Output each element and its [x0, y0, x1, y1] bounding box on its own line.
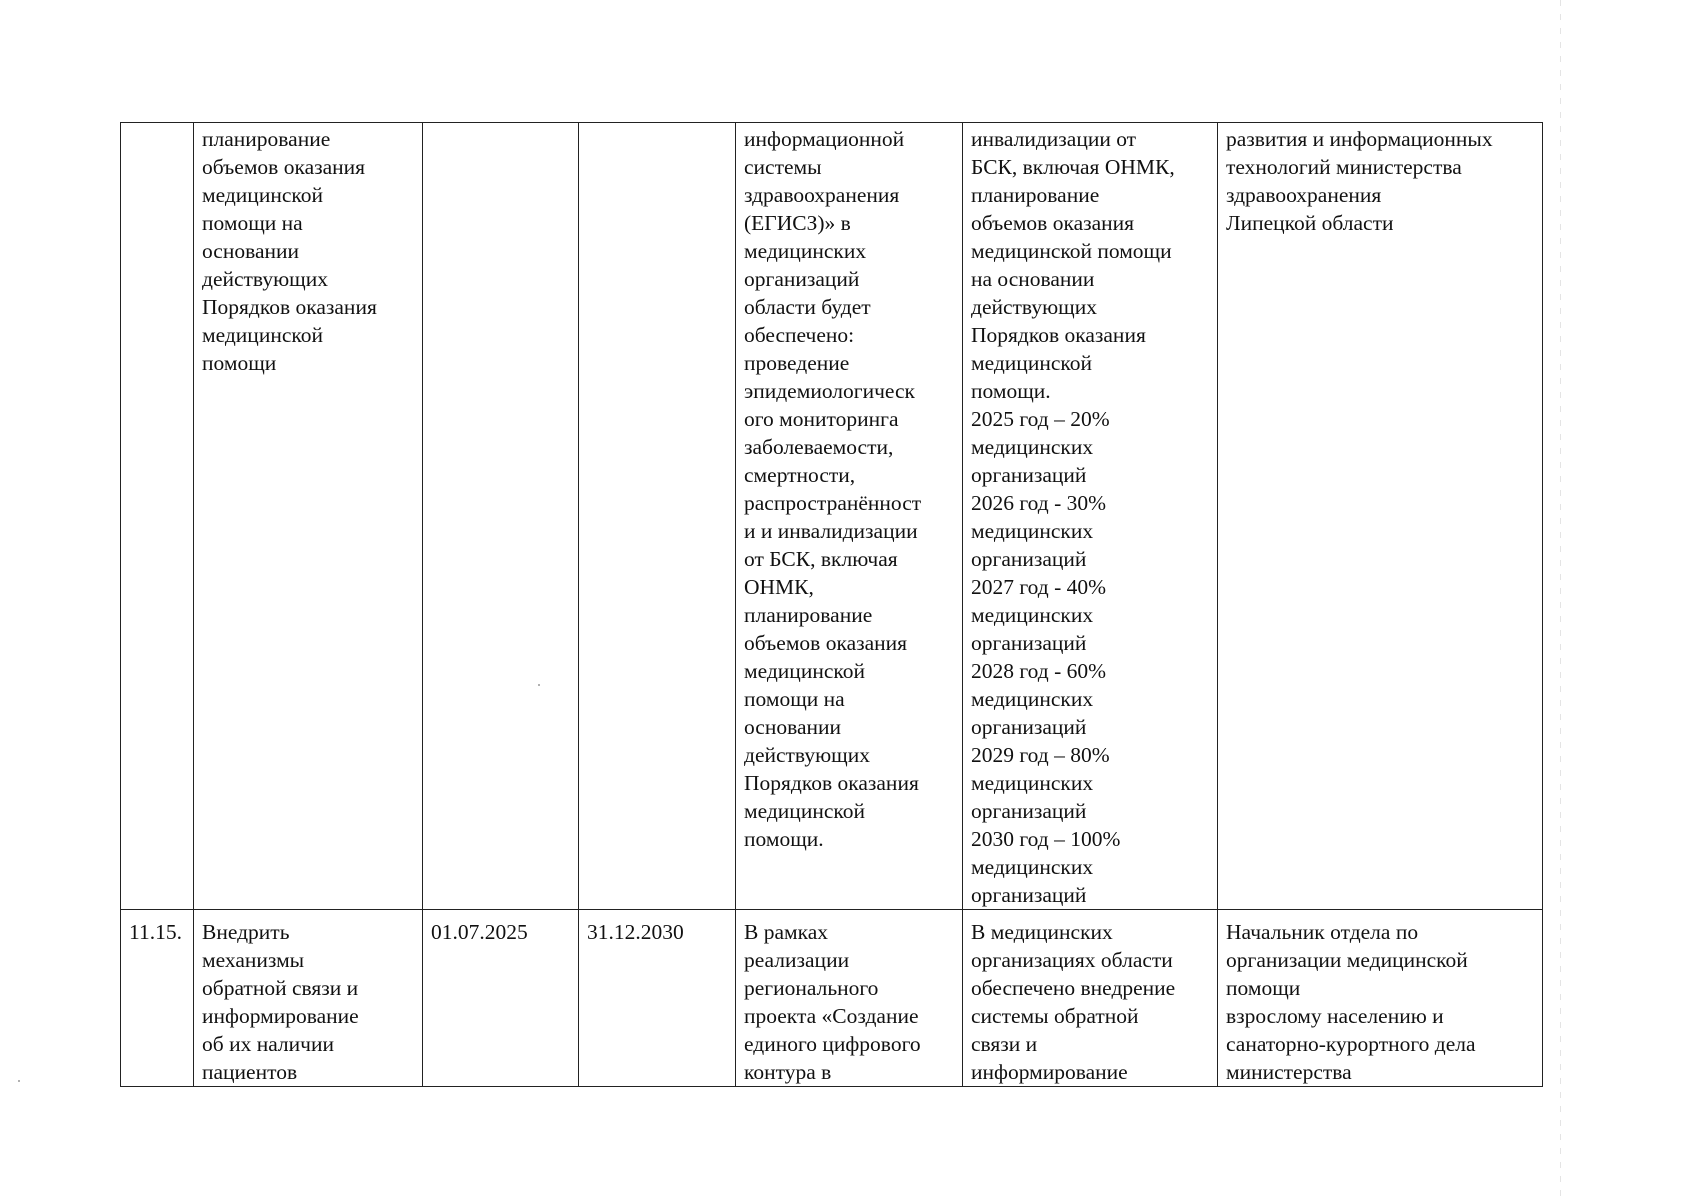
cell-start-date: [423, 123, 579, 910]
cell-result: В медицинских организациях области обеспечено внедрение системы обратной связи и информирование: [963, 910, 1218, 1087]
scan-edge-artifact: [1560, 0, 1561, 1200]
cell-activity: планирование объемов оказания медицинской помощи на основании действующих Порядков оказания медицинской помощи: [194, 123, 423, 910]
cell-end-date: [579, 123, 736, 910]
plan-table: [120, 122, 1543, 1087]
cell-number: 11.15.: [121, 910, 194, 1087]
cell-activity: Внедрить механизмы обратной связи и информирование об их наличии пациентов: [194, 910, 423, 1087]
scan-speck: [18, 1080, 20, 1082]
cell-description: В рамках реализации регионального проекта «Создание единого цифрового контура в: [736, 910, 963, 1087]
table-row: [121, 123, 1543, 910]
cell-description: информационной системы здравоохранения (ЕГИСЗ)» в медицинских организаций области будет обеспечено: проведение эпидемиологическ ого мониторинга заболеваемости, смертности, распространённост и и инвалидизации от БСК, включая ОНМК, планирование объемов оказания медицинской помощи на основании действующих Порядков оказания медицинской помощи.: [736, 123, 963, 910]
scan-speck: [538, 684, 540, 686]
cell-number: [121, 123, 194, 910]
cell-start-date: 01.07.2025: [423, 910, 579, 1087]
cell-responsible: Начальник отдела по организации медицинской помощи взрослому населению и санаторно-курортного дела министерства: [1218, 910, 1543, 1087]
cell-responsible: развития и информационных технологий министерства здравоохранения Липецкой области: [1218, 123, 1543, 910]
cell-result: инвалидизации от БСК, включая ОНМК, планирование объемов оказания медицинской помощи на основании действующих Порядков оказания медицинской помощи. 2025 год – 20% медицинских организаций 2026 год - 30% медицинских организаций 2027 год - 40% медицинских организаций 2028 год - 60% медицинских организаций 2029 год – 80% медицинских организаций 2030 год – 100% медицинских организаций: [963, 123, 1218, 910]
table-row: [121, 910, 1543, 1087]
cell-end-date: 31.12.2030: [579, 910, 736, 1087]
